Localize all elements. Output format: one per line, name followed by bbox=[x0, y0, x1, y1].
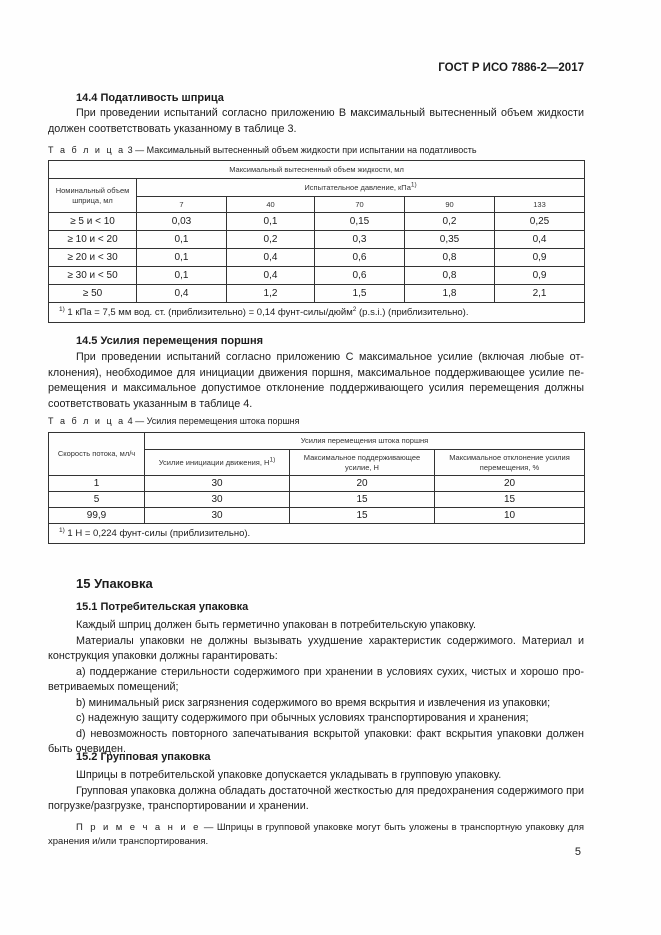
table3-caption bbox=[48, 145, 477, 155]
table4-value-cell: 15 bbox=[290, 508, 435, 524]
table3-value-cell: 0,4 bbox=[227, 249, 315, 267]
table3-value-cell: 0,03 bbox=[137, 213, 227, 231]
table4 bbox=[48, 432, 585, 544]
table3-value-cell: 0,1 bbox=[137, 267, 227, 285]
table4-speed-cell: 5 bbox=[49, 492, 145, 508]
table4-row bbox=[49, 508, 585, 524]
table4-value-cell: 15 bbox=[435, 492, 585, 508]
table3-value-cell: 0,9 bbox=[495, 249, 585, 267]
table3-value-cell: 0,35 bbox=[405, 231, 495, 249]
table3-row bbox=[49, 231, 585, 249]
table3-value-cell: 0,4 bbox=[227, 267, 315, 285]
section-15-2-paragraph-2: Групповая упаковка должна обладать достаточной жесткостью для предохранения содержимого при погрузке/разгрузке, транспортировании и хранении. bbox=[48, 784, 585, 812]
table3-pressure-footnote-ref: 1) bbox=[410, 181, 417, 188]
table3-value-cell: 1,5 bbox=[315, 285, 405, 303]
table4-value-cell: 30 bbox=[145, 476, 290, 492]
table3-value-cell: 2,1 bbox=[495, 285, 585, 303]
table3-value-cell: 0,6 bbox=[315, 267, 405, 285]
table4-col-initiation-force-text: Усилие инициации движения, Н bbox=[158, 457, 270, 467]
table3-footnote-sup: 2 bbox=[352, 305, 357, 313]
table4-col-initiation-force bbox=[145, 450, 290, 476]
table3-pressure-cell: 133 bbox=[495, 197, 585, 213]
note-label: П р и м е ч а н и е bbox=[76, 821, 201, 833]
table3-row-header: Номинальный объем шприца, мл bbox=[49, 179, 137, 213]
table3-pressure-header bbox=[137, 179, 585, 197]
table3-pressure-cell: 40 bbox=[227, 197, 315, 213]
section-14-4-title: 14.4 Податливость шприца bbox=[76, 92, 224, 104]
table3-value-cell: 0,1 bbox=[137, 231, 227, 249]
note-text: — Шприцы в групповой упаковке могут быть уложены в транспортную упаковку для хранения и/или транспортирования. bbox=[48, 821, 584, 847]
table4-speed-cell: 99,9 bbox=[49, 508, 145, 524]
table3-value-cell: 0,2 bbox=[227, 231, 315, 249]
section-14-4-paragraph: При проведении испытаний согласно приложению В максимальный вытесненный объем жидкости должен соответствовать указанному в таблице 3. bbox=[48, 107, 584, 135]
section-14-5-title: 14.5 Усилия перемещения поршня bbox=[76, 335, 264, 347]
table3-volume-cell: ≥ 50 bbox=[49, 285, 137, 303]
section-15-1-item-d: d) невозможность повторного запечатывания вскрытой упаковки: факт вскрытия упаковки должен быть очевиден. bbox=[48, 727, 584, 755]
section-15-1-item-c: c) надежную защиту содержимого при обычных условиях транспортирования и хранения; bbox=[76, 712, 529, 724]
table4-value-cell: 30 bbox=[145, 508, 290, 524]
table3-footnote-ref: 1) bbox=[59, 305, 65, 313]
table4-caption-text: 4 — Усилия перемещения штока поршня bbox=[127, 416, 300, 426]
table3-footnote-text-b: (p.s.i.) (приблизительно). bbox=[356, 307, 469, 318]
table4-row bbox=[49, 492, 585, 508]
table3-value-cell: 1,8 bbox=[405, 285, 495, 303]
section-15-1-item-b: b) минимальный риск загрязнения содержимого во время вскрытия и извлечения из упаковки; bbox=[76, 696, 551, 709]
table4-footnote bbox=[49, 524, 585, 544]
section-15-1-paragraph-2: Материалы упаковки не должны вызывать ухудшение характеристик содержимого. Материал и конструкция упаковки должны гарантировать: bbox=[48, 634, 584, 662]
table3-row bbox=[49, 213, 585, 231]
table4-value-cell: 20 bbox=[290, 476, 435, 492]
section-15-1-body bbox=[48, 618, 584, 758]
table3-value-cell: 0,8 bbox=[405, 267, 495, 285]
section-15-1-paragraph-1: Каждый шприц должен быть герметично упакован в потребительскую упаковку. bbox=[76, 619, 476, 631]
section-15-2-body bbox=[48, 768, 584, 849]
table3 bbox=[48, 160, 585, 323]
table3-value-cell: 0,3 bbox=[315, 231, 405, 249]
table3-pressure-cell: 90 bbox=[405, 197, 495, 213]
section-15-2-paragraph-1: Шприцы в потребительской упаковке допускается укладывать в групповую упаковку. bbox=[76, 769, 502, 781]
table4-col-initiation-footnote-ref: 1) bbox=[269, 456, 276, 463]
table4-caption-label: Т а б л и ц а bbox=[48, 416, 126, 426]
table3-row bbox=[49, 249, 585, 267]
table3-footnote-text-a: 1 кПа = 7,5 мм вод. ст. (приблизительно) = 0,14 фунт-силы/дюйм bbox=[67, 307, 353, 318]
table4-group-header: Усилия перемещения штока поршня bbox=[145, 433, 585, 450]
table4-value-cell: 20 bbox=[435, 476, 585, 492]
table3-value-cell: 0,1 bbox=[227, 213, 315, 231]
document-id-header: ГОСТ Р ИСО 7886-2—2017 bbox=[438, 62, 584, 74]
table3-value-cell: 0,9 bbox=[495, 267, 585, 285]
table3-pressure-cell: 70 bbox=[315, 197, 405, 213]
table4-col-sustaining-force: Максимальное поддерживающее усилие, Н bbox=[290, 450, 435, 476]
section-15-2-note bbox=[48, 821, 584, 849]
table3-caption-label: Т а б л и ц а bbox=[48, 145, 126, 155]
table3-value-cell: 0,4 bbox=[495, 231, 585, 249]
table3-footnote bbox=[49, 303, 585, 323]
table3-row bbox=[49, 267, 585, 285]
table3-caption-text: 3 — Максимальный вытесненный объем жидкости при испытании на податливость bbox=[127, 145, 477, 155]
table3-pressure-cell: 7 bbox=[137, 197, 227, 213]
table4-row bbox=[49, 476, 585, 492]
section-14-5-paragraph: При проведении испытаний согласно приложению С максимальное усилие (включая любые отклонения), необходимое для инициации движения поршня, максимальное поддерживающее усилие перемещения и максимальное допустимое отклонение поддерживающего усилия перемещения должны соответствовать указанным в таблице 4. bbox=[48, 351, 584, 410]
table4-footnote-text: 1 Н = 0,224 фунт-силы (приблизительно). bbox=[67, 528, 251, 539]
table4-value-cell: 30 bbox=[145, 492, 290, 508]
table3-volume-cell: ≥ 30 и < 50 bbox=[49, 267, 137, 285]
table3-group-header: Максимальный вытесненный объем жидкости, мл bbox=[49, 161, 585, 179]
table3-value-cell: 0,4 bbox=[137, 285, 227, 303]
table3-pressure-header-text: Испытательное давление, кПа bbox=[304, 182, 411, 192]
page-number: 5 bbox=[574, 846, 581, 858]
table3-volume-cell: ≥ 20 и < 30 bbox=[49, 249, 137, 267]
table3-row bbox=[49, 285, 585, 303]
section-15-1-title: 15.1 Потребительская упаковка bbox=[76, 601, 249, 613]
section-15-2-title: 15.2 Групповая упаковка bbox=[76, 751, 211, 763]
table3-value-cell: 0,25 bbox=[495, 213, 585, 231]
table3-volume-cell: ≥ 10 и < 20 bbox=[49, 231, 137, 249]
table4-value-cell: 15 bbox=[290, 492, 435, 508]
table4-row-header: Скорость потока, мл/ч bbox=[49, 433, 145, 476]
table4-caption bbox=[48, 416, 300, 426]
table3-value-cell: 0,6 bbox=[315, 249, 405, 267]
table3-value-cell: 0,15 bbox=[315, 213, 405, 231]
table3-value-cell: 0,1 bbox=[137, 249, 227, 267]
table3-value-cell: 0,2 bbox=[405, 213, 495, 231]
table3-volume-cell: ≥ 5 и < 10 bbox=[49, 213, 137, 231]
table3-value-cell: 0,8 bbox=[405, 249, 495, 267]
table4-value-cell: 10 bbox=[435, 508, 585, 524]
table3-value-cell: 1,2 bbox=[227, 285, 315, 303]
section-15-1-item-a: a) поддержание стерильности содержимого при хранении в условиях сухих, чистых и хорошо проветриваемых помещений; bbox=[48, 665, 584, 693]
section-15-title: 15 Упаковка bbox=[76, 576, 153, 591]
table4-speed-cell: 1 bbox=[49, 476, 145, 492]
table4-col-deviation: Максимальное отклонение усилия перемещения, % bbox=[435, 450, 585, 476]
table4-footnote-ref: 1) bbox=[59, 526, 65, 534]
